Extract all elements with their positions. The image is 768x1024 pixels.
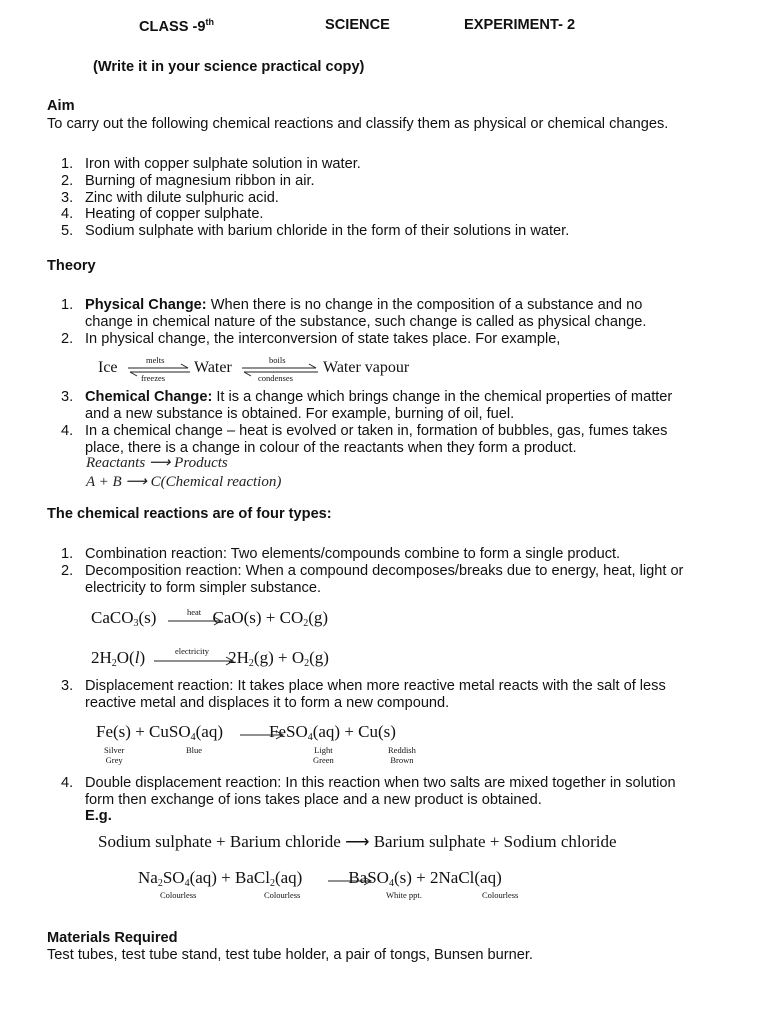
physical-change-line2: change in chemical nature of the substance, such change is called as physical change. <box>85 314 647 330</box>
heat-label: heat <box>187 607 202 617</box>
decomposition-text: Decomposition reaction: When a compound decomposes/breaks due to energy, heat, light or <box>85 563 684 579</box>
chemical-change-heat-text: In a chemical change – heat is evolved or taken in, formation of bubbles, gas, fumes takes <box>85 423 668 439</box>
physical-change-text: Physical Change: When there is no change in the composition of a substance and no <box>85 297 643 313</box>
interconversion-text: In physical change, the interconversion of state takes place. For example, <box>85 331 561 347</box>
displacement-text: Displacement reaction: It takes place when more reactive metal reacts with the salt of less <box>85 678 666 694</box>
iron-copper-equation: Fe(s) + CuSO$_4$(aq) FeSO$_4$(aq) + Cu(s) <box>96 722 396 743</box>
list-item: Iron with copper sulphate solution in water. <box>85 156 361 172</box>
eg-label: E.g. <box>85 808 112 824</box>
reactants-products-equation: Reactants ⟶ Products <box>86 455 228 471</box>
chemical-change-text: Chemical Change: It is a change which brings change in the chemical properties of matter <box>85 389 673 405</box>
note: (Write it in your science practical copy) <box>93 59 365 75</box>
list-item: Burning of magnesium ribbon in air. <box>85 173 315 189</box>
list-item: Heating of copper sulphate. <box>85 206 264 222</box>
double-displacement-line2: form then exchange of ions takes place and a new product is obtained. <box>85 792 542 808</box>
chemical-change-heat-line2: place, there is a change in colour of the reactants when they form a product. <box>85 440 577 456</box>
list-item: Zinc with dilute sulphuric acid. <box>85 190 279 206</box>
reaction-arrow-icon <box>326 872 374 886</box>
experiment-label: EXPERIMENT- 2 <box>464 17 576 33</box>
chemical-change-line2: and a new substance is obtained. For example, burning of oil, fuel. <box>85 406 515 422</box>
class-label: CLASS -9th <box>139 17 214 35</box>
decomposition-line2: electricity to form simpler substance. <box>85 580 322 596</box>
combination-text: Combination reaction: Two elements/compounds combine to form a single product. <box>85 546 621 562</box>
subject-label: SCIENCE <box>325 17 390 33</box>
electricity-label: electricity <box>175 646 209 656</box>
reaction-arrow-icon <box>238 726 286 740</box>
sodium-barium-equation: $Na_2SO_4(aq)$ + BaCl$_2$(aq) BaSO$_4$(s) + 2NaCl(aq) <box>138 868 502 889</box>
list-item: Sodium sulphate with barium chloride in the form of their solutions in water. <box>85 223 570 239</box>
word-equation: Sodium sulphate + Barium chloride ⟶ Barium sulphate + Sodium chloride <box>98 832 617 851</box>
caco3-equation: CaCO$_3$(s) $CaO(s) + CO_2(g)$ <box>91 608 329 629</box>
materials-heading: Materials Required <box>47 930 178 946</box>
materials-text: Test tubes, test tube stand, test tube holder, a pair of tongs, Bunsen burner. <box>47 947 533 963</box>
theory-heading: Theory <box>47 258 96 274</box>
aim-text: To carry out the following chemical reactions and classify them as physical or chemical changes. <box>47 116 669 132</box>
types-heading: The chemical reactions are of four types: <box>47 506 332 522</box>
abc-equation: A + B ⟶ C(Chemical reaction) <box>86 474 282 490</box>
aim-heading: Aim <box>47 98 75 114</box>
water-electrolysis-equation: $2H_2O(l) 2H_2(g) + O_2(g)$ <box>91 648 329 669</box>
displacement-line2: reactive metal and displaces it to form a new compound. <box>85 695 450 711</box>
double-displacement-text: Double displacement reaction: In this reaction when two salts are mixed together in solution <box>85 775 676 791</box>
